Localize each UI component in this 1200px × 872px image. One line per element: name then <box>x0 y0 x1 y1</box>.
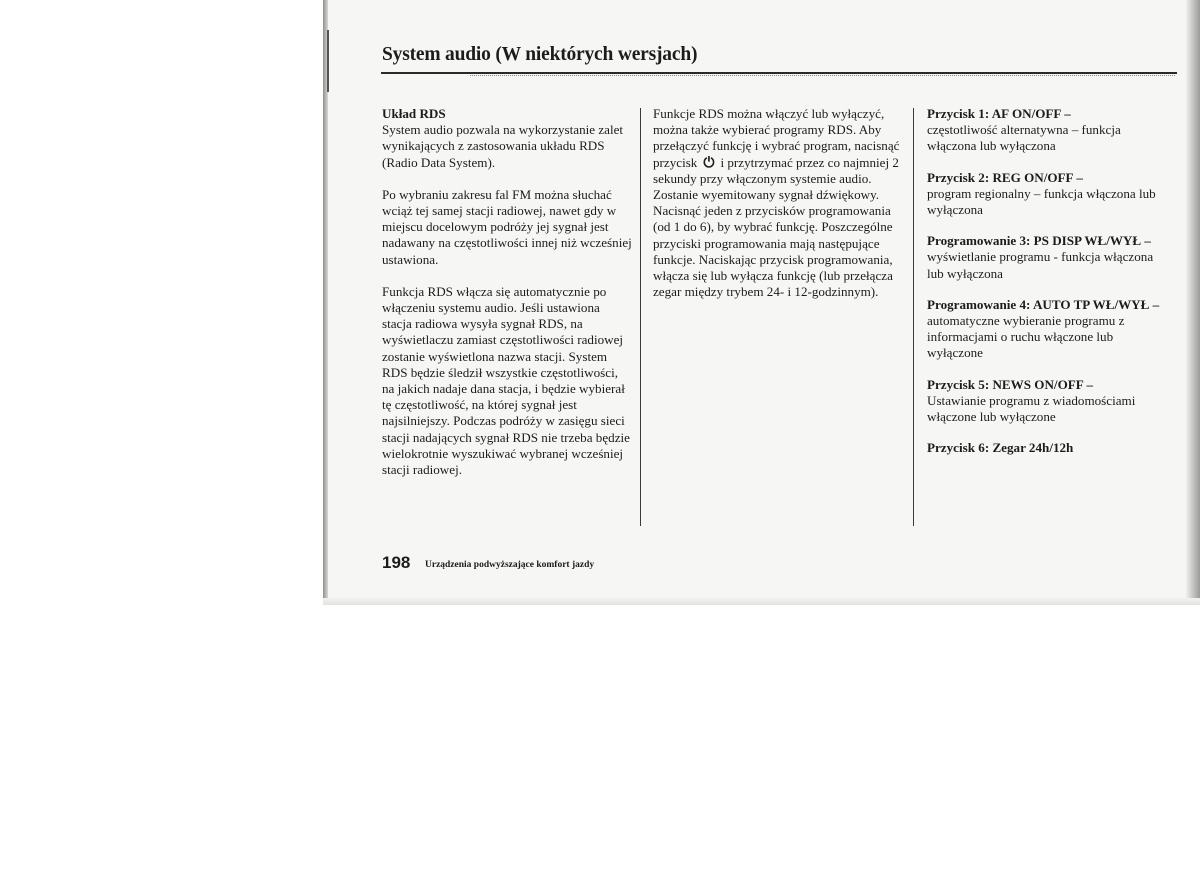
column-divider-2 <box>913 108 914 526</box>
column-right <box>927 106 1172 471</box>
power-icon: ⏻ <box>703 154 715 171</box>
section-heading: Układ RDS <box>382 106 446 121</box>
item-heading: Przycisk 2: REG ON/OFF – <box>927 169 1083 185</box>
column-left <box>382 106 632 494</box>
column-middle <box>653 106 903 316</box>
text-after-icon: i przytrzymać przez co najmniej 2 sekundy przy włączonym systemie audio. Zostanie wyemitowany sygnał dźwiękowy. Nacisnąć jeden z przycisków programowania (od 1 do 6), by wybrać funkcję. Poszczególne przyciski programowania mają następujące funkcje. Naciskając przycisk programowania, włącza się lub wyłącza funkcję (lub przełącza zegar między trybem 24- i 12-godzinnym). <box>653 154 899 300</box>
paragraph <box>653 106 903 300</box>
list-item <box>927 440 1172 456</box>
item-text: Ustawianie programu z wiadomościami włączone lub wyłączone <box>927 392 1136 425</box>
title-underline-dotted <box>470 75 1175 77</box>
paragraph: System audio pozwala na wykorzystanie zalet wynikających z zastosowania układu RDS (Radio Data System). <box>382 122 624 170</box>
binding-mark <box>327 30 329 92</box>
item-heading: Programowanie 3: PS DISP WŁ/WYŁ – <box>927 233 1151 249</box>
paragraph: Po wybraniu zakresu fal FM można słuchać wciąż tej samej stacji radiowej, nawet gdy w miejscu docelowym podróży jej sygnał jest nadawany na częstotliwości innej niż wcześniej ustawiona. <box>382 186 632 267</box>
item-heading: Programowanie 4: AUTO TP WŁ/WYŁ – <box>927 296 1160 312</box>
page-title: System audio (W niektórych wersjach) <box>382 44 698 65</box>
list-item <box>927 106 1172 155</box>
title-underline <box>381 72 1177 74</box>
page-bottom-shadow <box>323 598 1200 605</box>
item-heading: Przycisk 1: AF ON/OFF – <box>927 106 1071 121</box>
rds-section <box>382 106 632 171</box>
paragraph: Funkcja RDS włącza się automatycznie po włączeniu systemu audio. Jeśli ustawiona stacja radiowa wysyła sygnał RDS, na wyświetlaczu zamiast częstotliwości radiowej zostanie wyświetlona nazwa stacji. System RDS będzie śledził wszystkie częstotliwości, na jakich nadaje dana stacja, i będzie wybierał tę częstotliwość, na której sygnał jest najsilniejszy. Podczas podróży w zasięgu sieci stacji nadających sygnał RDS nie trzeba będzie wielokrotnie wyszukiwać wybranej wcześniej stacji radiowej. <box>382 283 630 478</box>
item-text: częstotliwość alternatywna – funkcja włączona lub wyłączona <box>927 122 1121 154</box>
list-item <box>927 233 1172 282</box>
item-heading: Przycisk 6: Zegar 24h/12h <box>927 440 1074 456</box>
text-before-icon: Funkcje RDS można włączyć lub wyłączyć, można także wybierać programy RDS. Aby przełączyć funkcję i wybrać program, nacisnąć przycisk <box>653 106 900 170</box>
column-divider-1 <box>640 108 641 526</box>
item-heading: Przycisk 5: NEWS ON/OFF – <box>927 376 1094 392</box>
list-item <box>927 297 1172 362</box>
page-number: 198 <box>382 553 411 572</box>
item-text: program regionalny – funkcja włączona lub wyłączona <box>927 185 1156 218</box>
list-item <box>927 377 1172 426</box>
item-text: automatyczne wybieranie programu z informacjami o ruchu włączone lub wyłączone <box>927 313 1125 361</box>
item-text: wyświetlanie programu - funkcja włączona lub wyłączona <box>927 249 1154 281</box>
footer-section-title: Urządzenia podwyższające komfort jazdy <box>425 560 595 570</box>
page-right-shadow <box>1186 0 1200 605</box>
list-item <box>927 170 1172 219</box>
